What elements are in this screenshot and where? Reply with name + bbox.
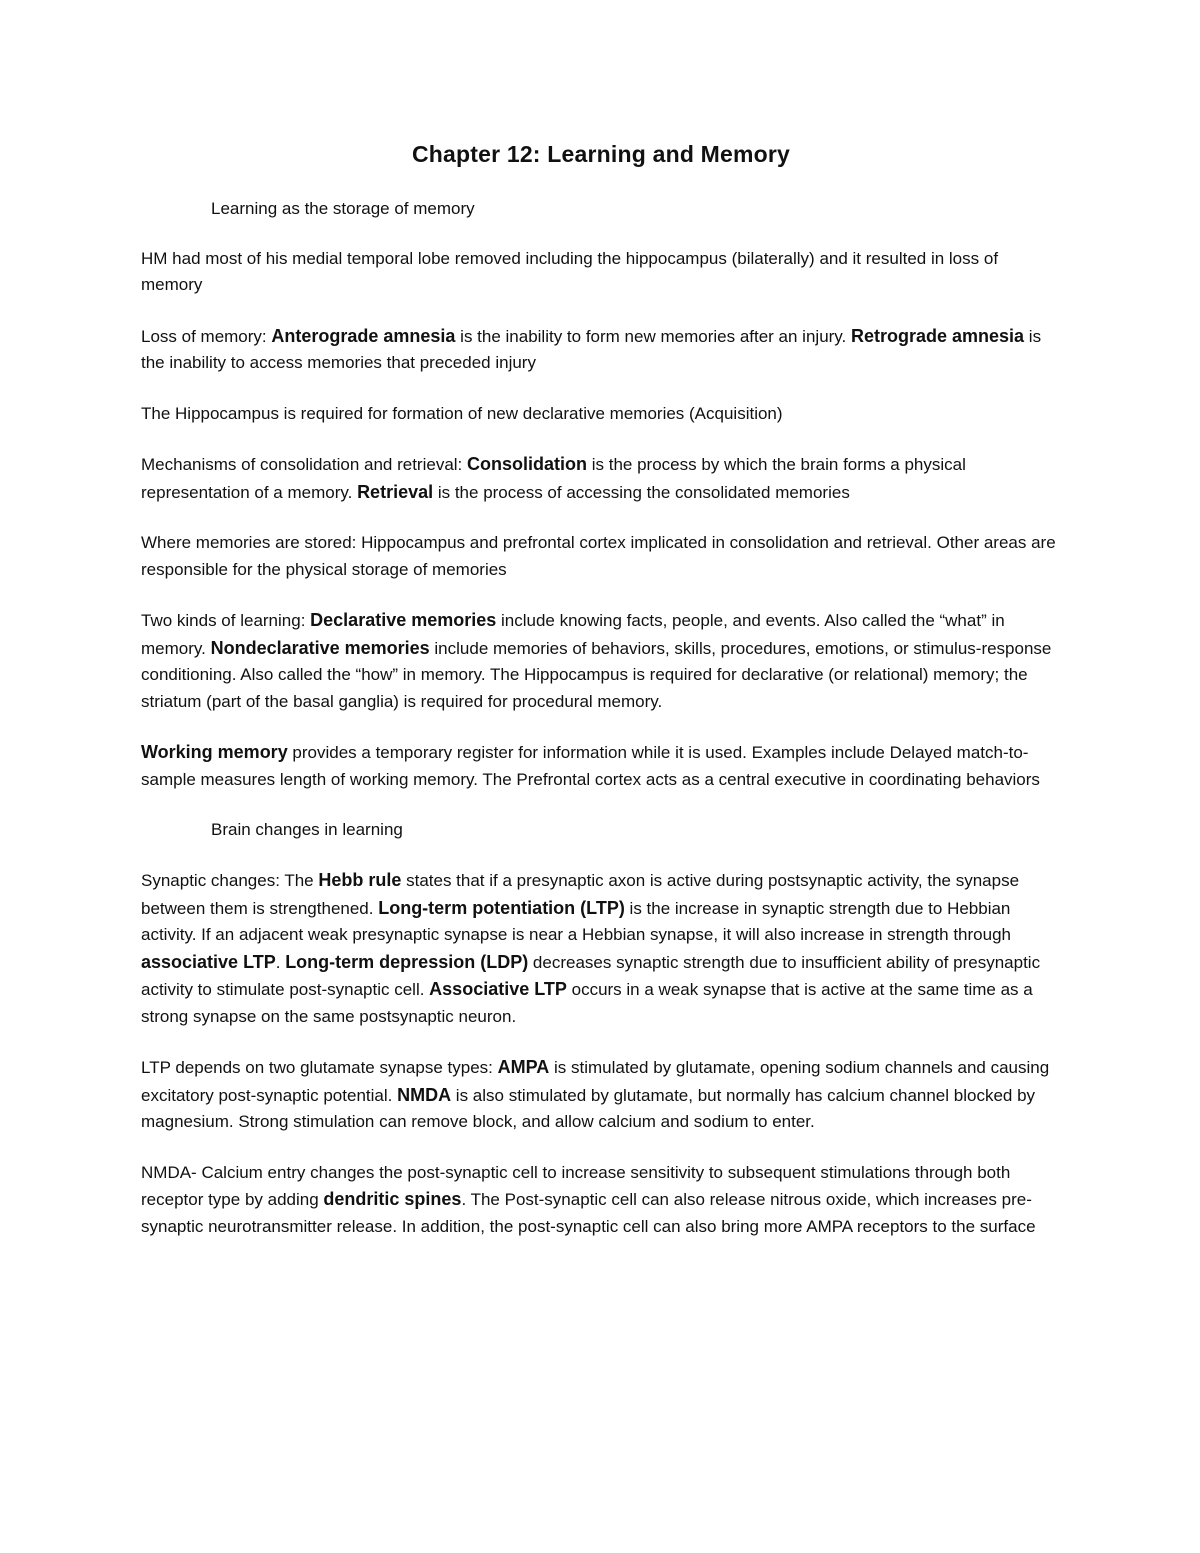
paragraph: [141, 323, 1061, 377]
paragraph: [141, 867, 1061, 1030]
bold-term: dendritic spines: [323, 1189, 462, 1210]
bold-term: Retrieval: [357, 481, 434, 502]
text-run: .: [275, 952, 286, 972]
bold-term: Declarative memories: [310, 610, 497, 631]
bold-term: Consolidation: [467, 454, 587, 475]
paragraph: [141, 739, 1061, 793]
page-title: Chapter 12: Learning and Memory: [411, 141, 791, 167]
text-run: is the process of accessing the consolidated memories: [433, 482, 850, 502]
text-run: provides a temporary register for information while it is used. Examples include Delayed match-to-sample measures length of working memory. The Prefrontal cortex acts as a central executive in coordinating behaviors: [141, 743, 1040, 789]
bold-term: Long-term potentiation (LTP): [378, 897, 625, 918]
text-run: Where memories are stored: Hippocampus and prefrontal cortex implicated in consolidation and retrieval. Other areas are responsible for the physical storage of memories: [141, 533, 1056, 579]
section-subheading: Learning as the storage of memory: [211, 198, 475, 218]
paragraph: [141, 1160, 1061, 1241]
text-run: is also stimulated by glutamate, but normally has calcium channel blocked by magnesium. Strong stimulation can remove block, and allow calcium and sodium to enter.: [141, 1085, 1036, 1132]
text-run: occurs in a weak synapse that is active at the same time as a strong synapse on the same postsynaptic neuron.: [141, 980, 1033, 1026]
text-run: decreases synaptic strength due to insufficient ability of presynaptic activity to stimulate post-synaptic cell.: [141, 952, 1041, 1000]
bold-term: Associative LTP: [429, 979, 567, 1000]
bold-term: associative LTP: [141, 951, 276, 972]
text-run: Two kinds of learning:: [141, 611, 311, 631]
bold-term: NMDA: [397, 1084, 452, 1105]
bold-term: Nondeclarative memories: [210, 637, 430, 658]
text-run: . The Post-synaptic cell can also release nitrous oxide, which increases pre-synaptic neurotransmitter release. In addition, the post-synaptic cell can also bring more AMPA receptors to the surface: [141, 1190, 1036, 1236]
bold-term: Hebb rule: [318, 870, 402, 891]
document-body: [141, 196, 1061, 1241]
text-run: is the inability to form new memories after an injury.: [455, 326, 851, 346]
section-subheading: Brain changes in learning: [211, 820, 403, 840]
text-run: is stimulated by glutamate, opening sodium channels and causing excitatory post-synaptic potential.: [141, 1058, 1050, 1105]
bold-term: Long-term depression (LDP): [285, 951, 529, 972]
paragraph: [141, 607, 1061, 715]
paragraph: [141, 401, 1061, 428]
text-run: LTP depends on two glutamate synapse types:: [141, 1058, 498, 1078]
text-run: is the process by which the brain forms a physical representation of a memory.: [141, 455, 966, 502]
bold-term: Anterograde amnesia: [271, 325, 456, 346]
text-run: include memories of behaviors, skills, procedures, emotions, or stimulus-response conditioning. Also called the “how” in memory. The Hippocampus is required for declarative (or relational) memory; the striatum (part of the basal ganglia) is required for procedural memory.: [141, 638, 1052, 711]
text-run: Mechanisms of consolidation and retrieval:: [141, 455, 467, 475]
text-run: states that if a presynaptic axon is active during postsynaptic activity, the synapse between them is strengthened.: [141, 871, 1020, 918]
text-run: include knowing facts, people, and events. Also called the “what” in memory.: [141, 611, 1005, 658]
bold-term: Working memory: [141, 742, 288, 763]
document-page: [141, 140, 1061, 1264]
text-run: NMDA- Calcium entry changes the post-synaptic cell to increase sensitivity to subsequent stimulations through both receptor type by adding: [141, 1162, 1011, 1210]
bold-term: AMPA: [497, 1057, 550, 1078]
text-run: HM had most of his medial temporal lobe removed including the hippocampus (bilaterally) and it resulted in loss of memory: [141, 248, 999, 295]
paragraph: [141, 1054, 1061, 1136]
paragraph: [141, 451, 1061, 506]
bold-term: Retrograde amnesia: [851, 325, 1025, 346]
paragraph: [141, 246, 1061, 299]
text-run: Loss of memory:: [141, 326, 272, 346]
text-run: is the inability to access memories that preceded injury: [141, 326, 1042, 373]
text-run: is the increase in synaptic strength due to Hebbian activity. If an adjacent weak presynaptic synapse is near a Hebbian synapse, it will also increase in strength through: [141, 898, 1011, 945]
text-run: Synaptic changes: The: [141, 871, 319, 891]
text-run: The Hippocampus is required for formation of new declarative memories (Acquisition): [141, 403, 783, 423]
paragraph: [141, 530, 1061, 583]
